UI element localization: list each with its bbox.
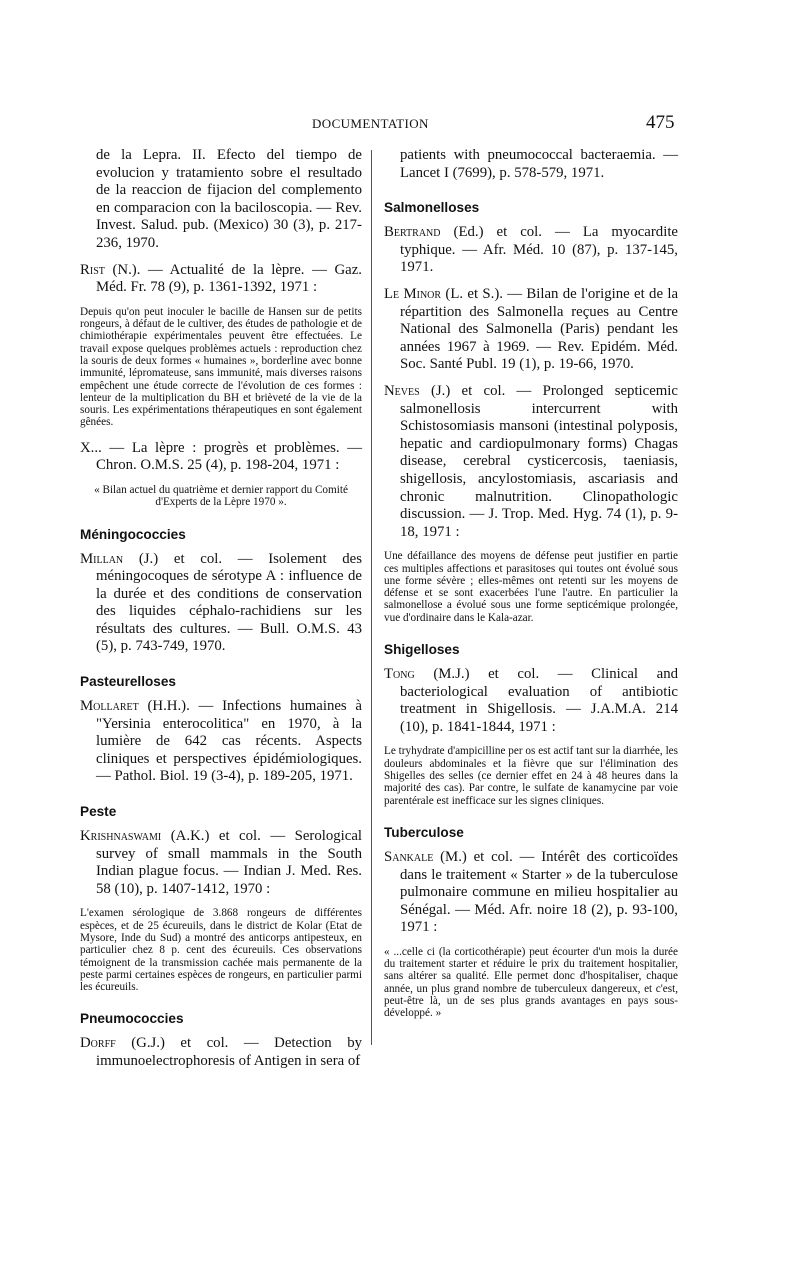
entry-abstract: « ...celle ci (la corticothérapie) peut écourter d'un mois la durée du traitement starter et réduire le prix du traitement hospitalier, sans altérer sa qualité. Elle permet donc d'hospitaliser, chaque année, un plus grand nombre de tuberculeux dangereux, et c'est, peut-être là, un de ses plus grands avantages en pays sous-développé. »: [384, 945, 678, 1020]
entry-author: Dorff: [80, 1035, 116, 1052]
entry-author: Millan: [80, 550, 124, 567]
left-column: [80, 147, 362, 1080]
entry-abstract: Le tryhydrate d'ampicilline per os est actif tant sur la diarrhée, les douleurs abdominales et la fièvre que sur l'élimination des Shigelles des selles (ce dernier effet en 24 à 48 heures dans la majorité des cas). Par contre, le sulfate de kanamycine par voie parentérale est inefficace sur les signes cliniques.: [384, 745, 678, 807]
entry-author: Neves: [384, 382, 420, 399]
entry-citation: (G.J.) et col. — Detection by immunoelectrophoresis of Antigen in sera of: [96, 1035, 363, 1070]
entry-abstract: Depuis qu'on peut inoculer le bacille de Hansen sur de petits rongeurs, à défaut de le cultiver, des études de pathologie et de chimiothérapie expérimentales peuvent être effectuées. Le travail expose quelques problèmes actuels : reproduction chez la souris de deux formes « humaines », borderline avec bonne immunité, lépromateuse, sans immunité, mais diverses raisons empêchent une étude correcte de l'évolution de ces formes : lenteur de la multiplication du BH et brièveté de la vie de la souris. Les expérimentations thérapeutiques en sont également gênées.: [80, 305, 362, 429]
entry-author: X...: [80, 439, 102, 456]
entry-author: Mollaret: [80, 698, 139, 715]
entry-author: Krishnaswami: [80, 828, 162, 845]
entry-citation: (M.) et col. — Intérêt des corticoïdes dans le traitement « Starter » de la tuberculose pulmonaire commune en milieu hospitalier au Sénégal. — Méd. Afr. noire 18 (2), p. 93-100, 1971 :: [400, 848, 678, 936]
entry-author: Tong: [384, 666, 415, 683]
entry-citation: (H.H.). — Infections humaines à "Yersinia enterocolitica" en 1970, à la lumière de 642 cas récents. Aspects cliniques et perspectives épidémiologiques. — Pathol. Biol. 19 (3-4), p. 189-205, 1971.: [96, 698, 362, 785]
running-title: DOCUMENTATION: [312, 116, 429, 131]
section-heading-meningococcies: Méningococcies: [80, 526, 186, 542]
bibliography-entry-sankale: [384, 849, 678, 937]
entry-citation: (N.). — Actualité de la lèpre. — Gaz. Méd. Fr. 78 (9), p. 1361-1392, 1971 :: [96, 261, 362, 296]
bibliography-entry-leminor: [384, 286, 678, 374]
entry-citation: (A.K.) et col. — Serological survey of small mammals in the South Indian plague focus. — Indian J. Med. Res. 58 (10), p. 1407-1412, 1970 :: [96, 828, 362, 897]
page-number: 475: [646, 112, 675, 133]
entry-author: Bertrand: [384, 224, 441, 241]
section-heading-salmonelloses: Salmonelloses: [384, 200, 480, 216]
continued-entry: patients with pneumococcal bacteraemia. — Lancet I (7699), p. 578-579, 1971.: [400, 147, 678, 181]
bibliography-entry-tong: [384, 666, 678, 736]
bibliography-entry-millan: [80, 551, 362, 657]
entry-abstract: « Bilan actuel du quatrième et dernier rapport du Comité d'Experts de la Lèpre 1970 ».: [94, 483, 348, 509]
entry-citation: (Ed.) et col. — La myocardite typhique. — Afr. Méd. 10 (87), p. 137-145, 1971.: [400, 224, 678, 276]
bibliography-entry-mollaret: [80, 698, 362, 786]
entry-author: Le Minor: [384, 285, 442, 302]
entry-citation: (J.) et col. — Isolement des méningocoques de sérotype A : influence de la durée et des conditions de conservation des liquides céphalo-rachidiens sur les résultats des cultures. — Bull. O.M.S. 43 (5), p. 743-749, 1970.: [96, 550, 362, 655]
entry-citation: — La lèpre : progrès et problèmes. — Chron. O.M.S. 25 (4), p. 198-204, 1971 :: [96, 439, 363, 474]
entry-citation: (J.) et col. — Prolonged septicemic salmonellosis intercurrent with Schistosomiasis mansoni (intestinal polyposis, hepatic and cardiopulmonary forms) Chagas disease, cerebral cysticercosis, taeniasis, shigellosis, ancylostomiasis, ascariasis and chronic malnutrition. Clinopathologic discussion. — J. Trop. Med. Hyg. 74 (1), p. 9-18, 1971 :: [400, 382, 678, 540]
entry-abstract: Une défaillance des moyens de défense peut justifier en partie ces multiples affections et parasitoses qui toutes ont évolué sous une forme sévère ; elles-mêmes ont retenti sur les moyens de défense et se sont exacerbées l'une l'autre. En particulier la salmonellose a évolué sous une forme septicémique prolongée, vue d'ordinaire dans le Kala-azar.: [384, 550, 678, 624]
section-heading-tuberculose: Tuberculose: [384, 824, 464, 840]
entry-citation: (L. et S.). — Bilan de l'origine et de la répartition des Salmonella reçues au Centre National des Salmonella (Paris) pendant les années 1967 à 1969. — Rev. Epidém. Méd. Soc. Santé Publ. 19 (1), p. 19-66, 1970.: [400, 285, 679, 373]
section-heading-pasteurelloses: Pasteurelloses: [80, 674, 176, 690]
section-heading-pneumococcies: Pneumococcies: [80, 1011, 184, 1027]
right-column: [384, 147, 678, 1031]
bibliography-entry-x: [80, 440, 362, 475]
continued-entry: de la Lepra. II. Efecto del tiempo de evolucion y tratamiento sobre el resultado de la reaccion de fijacion del complemento en comparacion con la baciloscopia. — Rev. Invest. Salud. pub. (Mexico) 30 (3), p. 217-236, 1970.: [96, 147, 362, 251]
section-heading-peste: Peste: [80, 804, 117, 820]
section-heading-shigelloses: Shigelloses: [384, 642, 460, 658]
bibliography-entry-dorff: [80, 1035, 362, 1070]
bibliography-entry-rist: [80, 262, 362, 297]
entry-author: Rist: [80, 261, 105, 278]
entry-author: Sankale: [384, 848, 434, 865]
column-divider: [371, 150, 372, 1045]
bibliography-entry-neves: [384, 383, 678, 541]
entry-citation: (M.J.) et col. — Clinical and bacteriological evaluation of antibiotic treatment in Shigellosis. — J.A.M.A. 214 (10), p. 1841-1844, 1971 :: [400, 666, 678, 735]
page-header: [0, 112, 800, 136]
entry-abstract: L'examen sérologique de 3.868 rongeurs de différentes espèces, et de 25 écureuils, dans le district de Kolar (Etat de Mysore, Inde du Sud) a montré des anticorps antipesteux, en particulier chez 8 p. cent des écureuils. Ces observations témoignent de la transmission cachée mais permanente de la peste parmi certaines espèces de rongeurs, en particulier parmi les écureuils.: [80, 907, 362, 994]
bibliography-entry-bertrand: [384, 224, 678, 277]
bibliography-entry-krishnaswami: [80, 828, 362, 898]
